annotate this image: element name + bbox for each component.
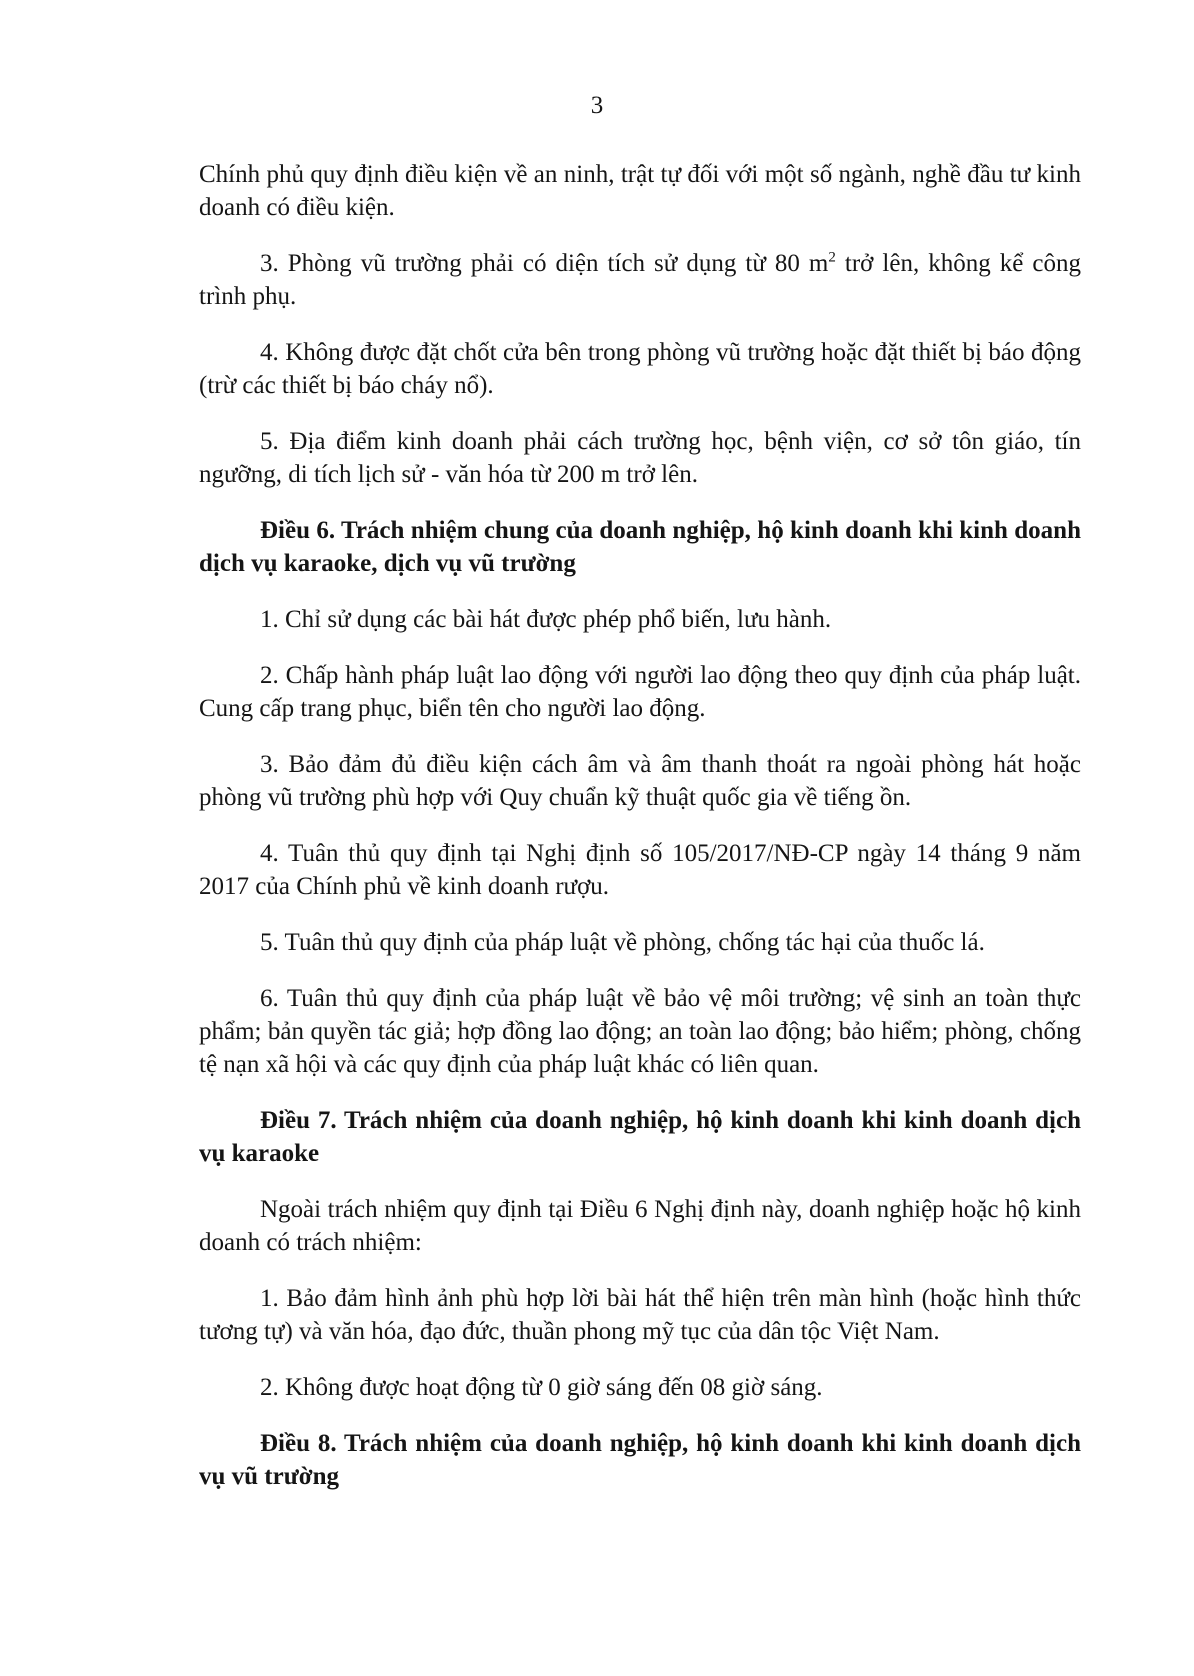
paragraph-clause-4-door: 4. Không được đặt chốt cửa bên trong phòng vũ trường hoặc đặt thiết bị báo động (trừ các thiết bị báo cháy nổ). bbox=[199, 339, 1081, 399]
article-6-item-6: 6. Tuân thủ quy định của pháp luật về bảo vệ môi trường; vệ sinh an toàn thực phẩm; bản quyền tác giả; hợp đồng lao động; an toàn lao động; bảo hiểm; phòng, chống tệ nạn xã hội và các quy định của pháp luật khác có liên quan. bbox=[199, 985, 1081, 1078]
article-6-item-2: 2. Chấp hành pháp luật lao động với người lao động theo quy định của pháp luật. Cung cấp trang phục, biển tên cho người lao động. bbox=[199, 662, 1081, 722]
article-6-item-3: 3. Bảo đảm đủ điều kiện cách âm và âm thanh thoát ra ngoài phòng hát hoặc phòng vũ trường phù hợp với Quy chuẩn kỹ thuật quốc gia về tiếng ồn. bbox=[199, 751, 1081, 811]
square-meter-superscript: 2 bbox=[828, 249, 836, 266]
article-6-item-5: 5. Tuân thủ quy định của pháp luật về phòng, chống tác hại của thuốc lá. bbox=[260, 929, 985, 956]
article-7-heading: Điều 7. Trách nhiệm của doanh nghiệp, hộ kinh doanh khi kinh doanh dịch vụ karaoke bbox=[199, 1107, 1081, 1167]
article-6-item-1: 1. Chỉ sử dụng các bài hát được phép phổ biến, lưu hành. bbox=[260, 606, 832, 633]
document-body bbox=[199, 158, 1081, 1516]
article-6-item-4: 4. Tuân thủ quy định tại Nghị định số 105/2017/NĐ-CP ngày 14 tháng 9 năm 2017 của Chính phủ về kinh doanh rượu. bbox=[199, 840, 1081, 900]
page-number: 3 bbox=[590, 92, 604, 119]
paragraph-clause-5-location: 5. Địa điểm kinh doanh phải cách trường học, bệnh viện, cơ sở tôn giáo, tín ngưỡng, di tích lịch sử - văn hóa từ 200 m trở lên. bbox=[199, 428, 1081, 488]
paragraph-clause-3-area bbox=[199, 247, 1081, 313]
clause-3-text-before: 3. Phòng vũ trường phải có diện tích sử dụng từ 80 m bbox=[260, 250, 829, 277]
article-8-heading: Điều 8. Trách nhiệm của doanh nghiệp, hộ kinh doanh khi kinh doanh dịch vụ vũ trường bbox=[199, 1430, 1081, 1490]
article-6-heading: Điều 6. Trách nhiệm chung của doanh nghiệp, hộ kinh doanh khi kinh doanh dịch vụ karaoke, dịch vụ vũ trường bbox=[199, 517, 1081, 577]
clause-3-text-after: trở lên, không kể công trình phụ. bbox=[199, 250, 1081, 310]
article-7-item-2: 2. Không được hoạt động từ 0 giờ sáng đến 08 giờ sáng. bbox=[260, 1374, 823, 1401]
article-7-intro: Ngoài trách nhiệm quy định tại Điều 6 Nghị định này, doanh nghiệp hoặc hộ kinh doanh có trách nhiệm: bbox=[199, 1196, 1081, 1256]
paragraph-continuation: Chính phủ quy định điều kiện về an ninh, trật tự đối với một số ngành, nghề đầu tư kinh doanh có điều kiện. bbox=[199, 161, 1081, 221]
article-7-item-1: 1. Bảo đảm hình ảnh phù hợp lời bài hát thể hiện trên màn hình (hoặc hình thức tương tự) và văn hóa, đạo đức, thuần phong mỹ tục của dân tộc Việt Nam. bbox=[199, 1285, 1081, 1345]
